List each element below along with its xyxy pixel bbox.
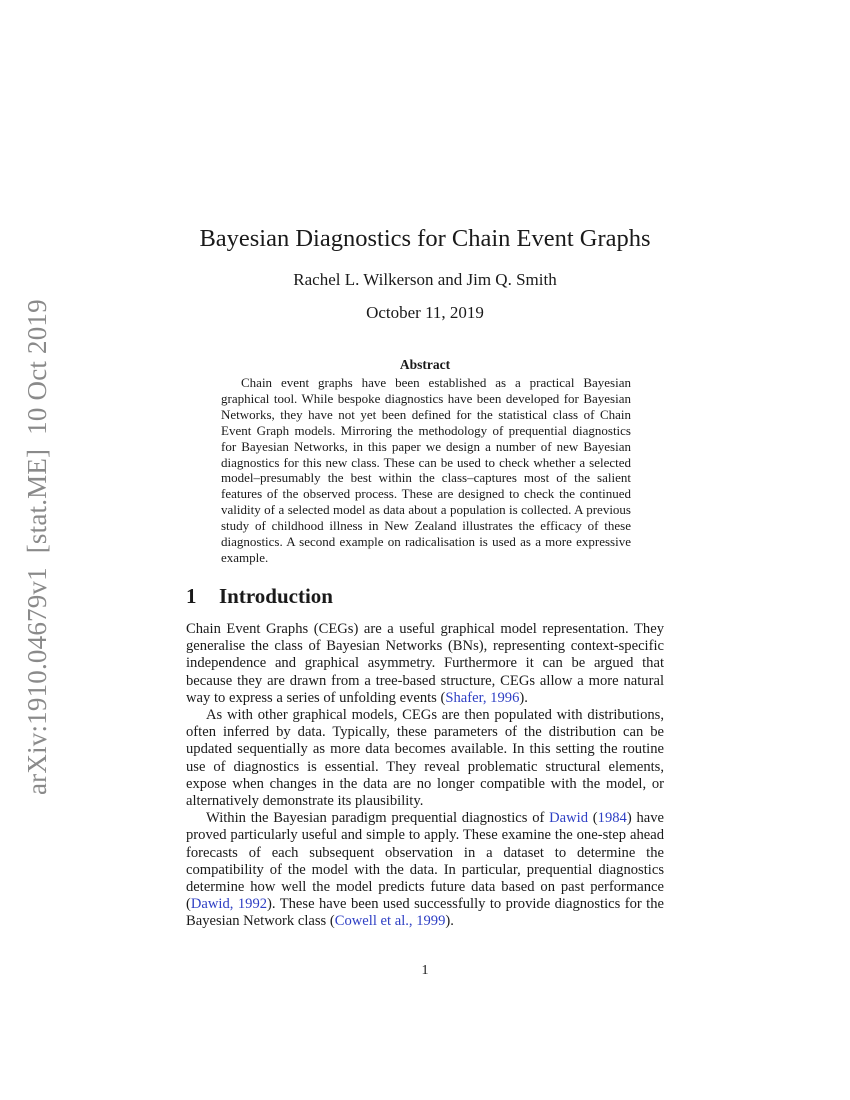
section-heading-introduction bbox=[186, 584, 333, 609]
paragraph-2: As with other graphical models, CEGs are then populated with distributions, often inferred by data. Typically, these parameters of the distribution can be updated sequentially as more data becomes available. In this setting the routine use of diagnostics is essential. They reveal problematic structural elements, expose when changes in the data are no longer compatible with the model, or alternatively demonstrate its plausibility. bbox=[186, 707, 664, 810]
abstract-text: Chain event graphs have been established as a practical Bayesian graphical tool. While bespoke diagnostics have been developed for Bayesian Networks, they have not yet been defined for the statistical class of Chain Event Graph models. Mirroring the methodology of prequential diagnostics for Bayesian Networks, in this paper we design a number of new Bayesian diagnostics for this new class. These can be used to check whether a selected model–presumably the best within the class–captures most of the salient features of the observed process. These are designed to check the continued validity of a selected model as data about a population is collected. A previous study of childhood illness in New Zealand illustrates the efficacy of these diagnostics. A second example on radicalisation is used as a more expressive example. bbox=[221, 375, 631, 565]
paper-title: Bayesian Diagnostics for Chain Event Graphs bbox=[199, 225, 651, 252]
citation-link-dawid[interactable]: Dawid bbox=[549, 810, 589, 827]
paragraph-3: Within the Bayesian paradigm prequential diagnostics of Dawid (1984) have proved particularly useful and simple to apply. These examine the one-step ahead forecasts of each subsequent observation in a dataset to determine the compatibility of the model with the data. In particular, prequential diagnostics determine how well the model predicts future data based on past performance (Dawid, 1992). These have been used successfully to provide diagnostics for the Bayesian Network class (Cowell et al., 1999). bbox=[186, 810, 665, 930]
citation-link-cowell-1999[interactable]: Cowell et al., 1999 bbox=[334, 913, 446, 930]
section-title: Introduction bbox=[219, 584, 333, 608]
paper-date: October 11, 2019 bbox=[366, 303, 484, 322]
page-number: 1 bbox=[421, 963, 429, 978]
paper-authors: Rachel L. Wilkerson and Jim Q. Smith bbox=[293, 270, 557, 289]
section-number: 1 bbox=[186, 584, 197, 608]
abstract-heading: Abstract bbox=[399, 357, 451, 372]
citation-link-dawid-1984-year[interactable]: 1984 bbox=[597, 810, 627, 827]
paragraph-1: Chain Event Graphs (CEGs) are a useful graphical model representation. They generalise the class of Bayesian Networks (BNs), representing context-specific independence and graphical asymmetry. Furthermore it can be argued that because they are drawn from a tree-based structure, CEGs allow a more natural way to express a series of unfolding events (Shafer, 1996). bbox=[186, 621, 664, 706]
introduction-body bbox=[186, 621, 664, 931]
citation-link-dawid-1992[interactable]: Dawid, 1992 bbox=[190, 896, 268, 913]
arxiv-identifier-stamp: arXiv:1910.04679v1 [stat.ME] 10 Oct 2019 bbox=[22, 299, 52, 795]
citation-link-shafer-1996[interactable]: Shafer, 1996 bbox=[445, 689, 520, 706]
